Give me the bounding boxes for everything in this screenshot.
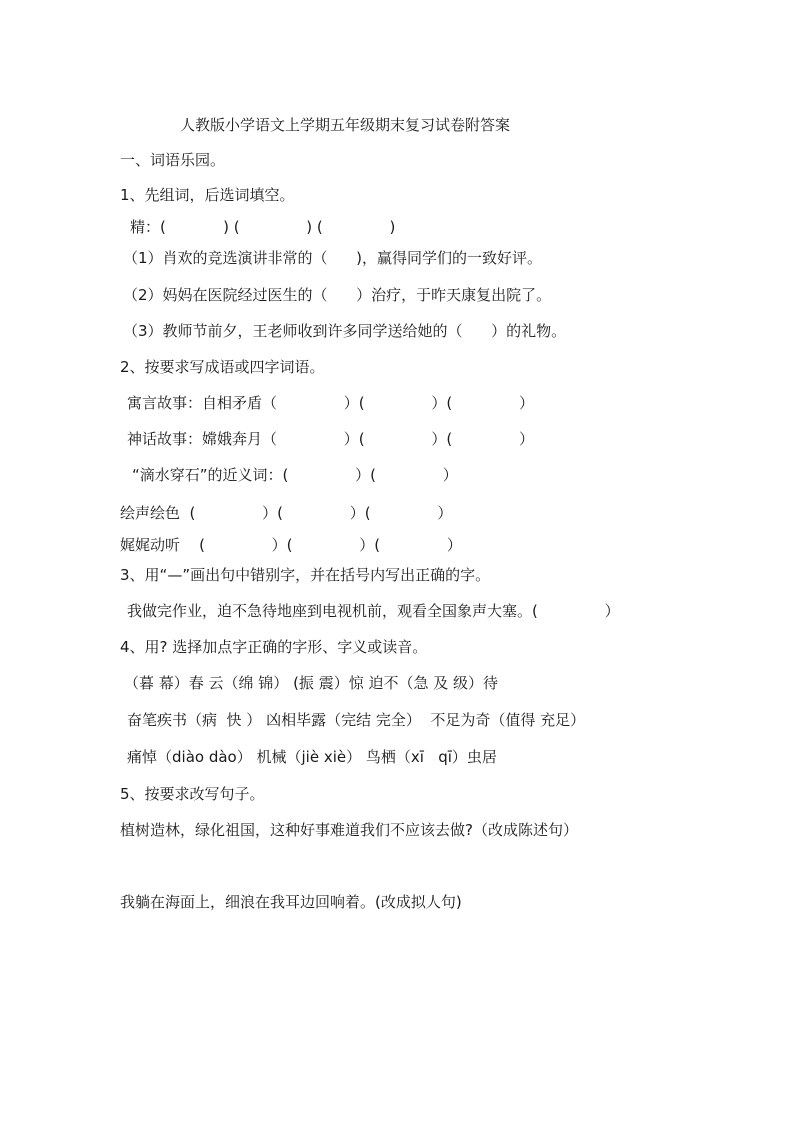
q1-sentence-1: （1）肖欢的竞选演讲非常的（ )，赢得同学们的一致好评。 <box>123 249 543 267</box>
q5-sentence-1: 植树造林，绿化祖国，这种好事难道我们不应该去做?（改成陈述句） <box>120 821 578 839</box>
q2-fable: 寓言故事：自相矛盾（ ）( ）( ） <box>127 394 534 412</box>
q1-sentence-2: （2）妈妈在医院经过医生的（ ）治疗，于昨天康复出院了。 <box>123 286 552 304</box>
q2-heading: 2、按要求写成语或四字词语。 <box>120 358 325 376</box>
q3-sentence: 我做完作业，迫不急待地座到电视机前，观看全国象声大塞。( ） <box>127 602 620 620</box>
q4-row-2: 奋笔疾书（病 快 ） 凶相毕露（完结 完全） 不足为奇（值得 充足） <box>127 711 586 729</box>
q4-heading: 4、用? 选择加点字正确的字形、字义或读音。 <box>120 638 428 656</box>
q2-pleasant: 娓娓动听 ( ）( ）( ） <box>120 536 462 554</box>
q3-heading: 3、用“—”画出句中错别字，并在括号内写出正确的字。 <box>120 566 491 584</box>
q2-vivid: 绘声绘色 ( ）( ）( ） <box>120 504 453 522</box>
page-title: 人教版小学语文上学期五年级期末复习试卷附答案 <box>180 116 511 134</box>
q5-sentence-2: 我躺在海面上，细浪在我耳边回响着。(改成拟人句) <box>120 893 462 911</box>
part1-heading: 一、词语乐园。 <box>120 151 226 169</box>
q1-heading: 1、先组词，后选词填空。 <box>120 186 295 204</box>
q4-row-3: 痛悼（diào dào） 机械（jiè xiè） 鸟栖（xī qī）虫居 <box>127 748 497 766</box>
q5-heading: 5、按要求改写句子。 <box>120 785 265 803</box>
q2-myth: 神话故事：嫦娥奔月（ ）( ）( ） <box>127 430 534 448</box>
q1-word-blanks: 精：( ) ( ) ( ) <box>130 218 396 236</box>
q4-row-1: （暮 幕）春 云（绵 锦） (振 震）惊 迫不（急 及 级）待 <box>124 674 498 692</box>
q1-sentence-3: （3）教师节前夕，王老师收到许多同学送给她的（ ）的礼物。 <box>123 322 567 340</box>
q2-synonym: “滴水穿石”的近义词：( ）( ） <box>132 466 458 484</box>
